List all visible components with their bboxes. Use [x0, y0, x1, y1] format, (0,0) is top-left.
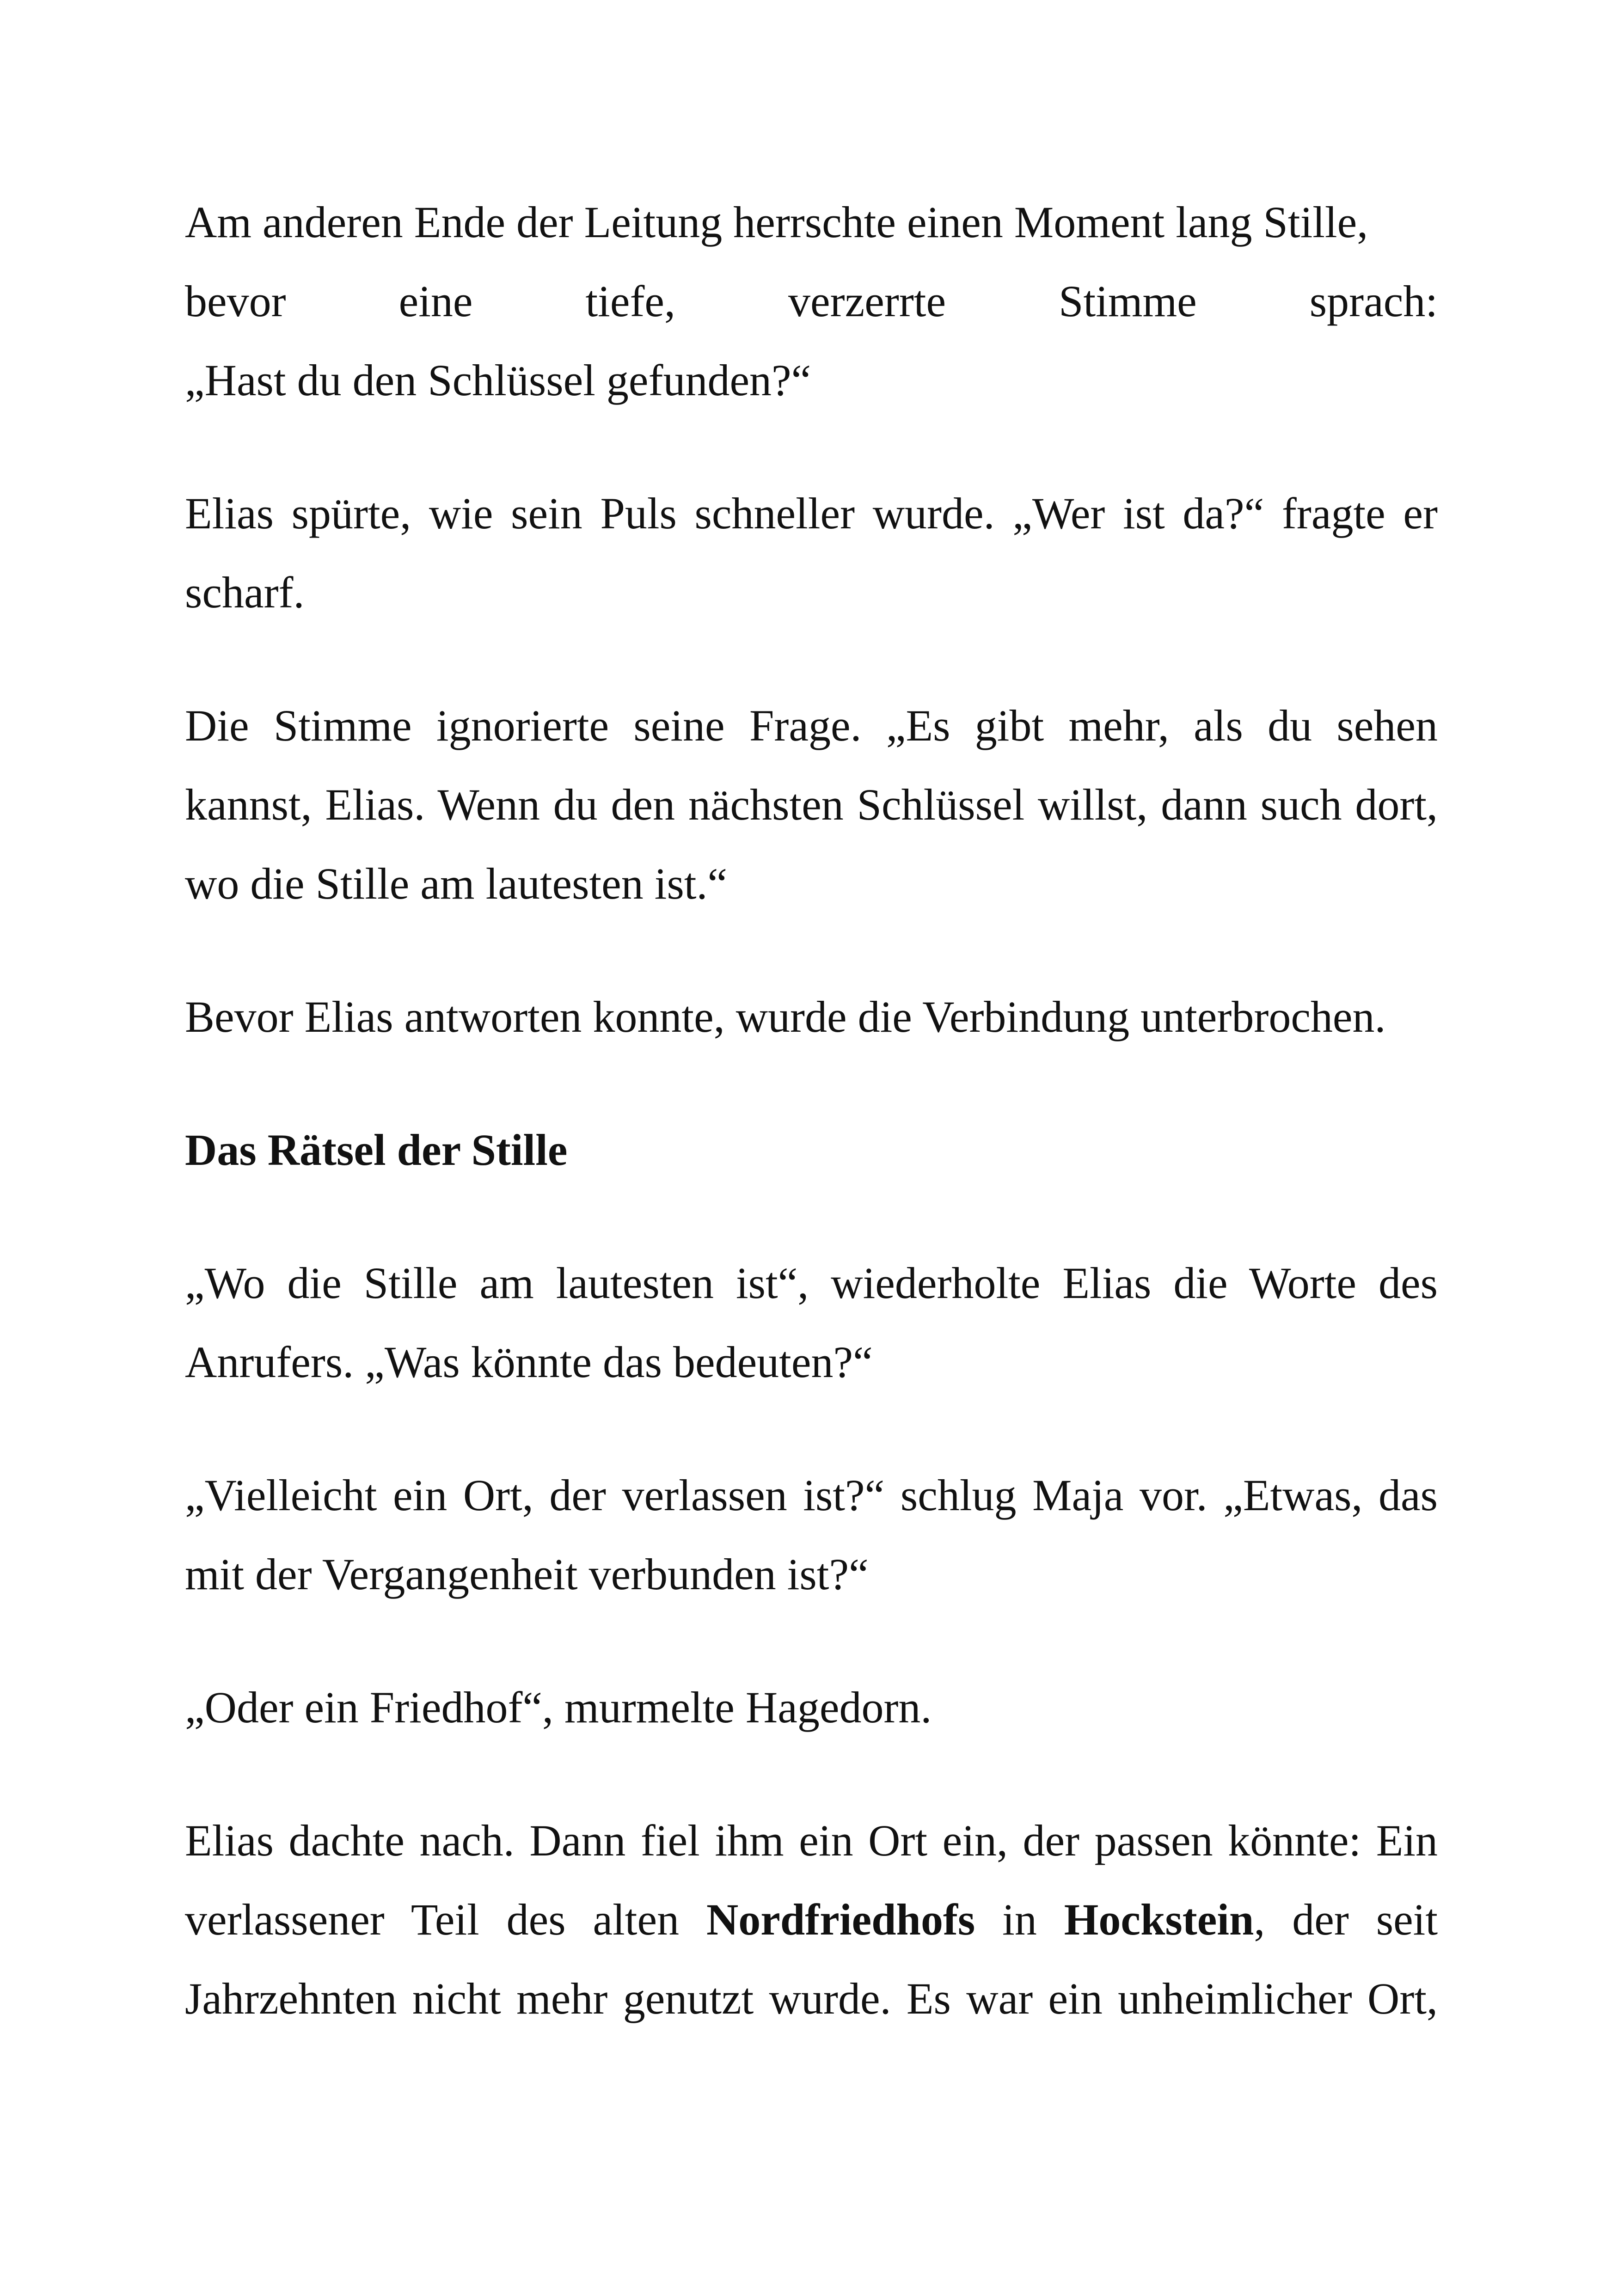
paragraph-voice-ignores: Die Stimme ignorierte seine Frage. „Es gibt mehr, als du sehen kannst, Elias. Wenn du den nächsten Schlüssel willst, dann such dort, wo die Stille am lautesten ist.“ — [185, 701, 1438, 908]
paragraph-hagedorn: „Oder ein Friedhof“, murmelte Hagedorn. — [185, 1683, 932, 1732]
paragraph-phone-call — [185, 183, 1438, 420]
paragraph-connection-cut: Bevor Elias antworten konnte, wurde die Verbindung unterbrochen. — [185, 992, 1386, 1041]
paragraph-elias-pulse: Elias spürte, wie sein Puls schneller wurde. „Wer ist da?“ fragte er scharf. — [185, 489, 1438, 617]
document-page — [185, 183, 1438, 2092]
paragraph-repeated-words: „Wo die Stille am lautesten ist“, wiederholte Elias die Worte des Anrufers. „Was könnte das bedeuten?“ — [185, 1258, 1438, 1387]
paragraph-maja-suggestion: „Vielleicht ein Ort, der verlassen ist?“ schlug Maja vor. „Etwas, das mit der Vergangenheit verbunden ist?“ — [185, 1470, 1438, 1599]
paragraph-line: Am anderen Ende der Leitung herrschte einen Moment lang Stille, — [185, 197, 1368, 247]
paragraph-line-justified: bevor eine tiefe, verzerrte Stimme sprach: — [185, 276, 1438, 326]
place-name-bold: Hockstein — [1064, 1895, 1254, 1944]
text-run: , der seit Jahrzehnten nicht mehr genutzt wurde. Es war ein unheimlicher Ort, — [185, 1895, 1438, 2023]
place-name-bold: Nordfriedhofs — [706, 1895, 975, 1944]
section-heading: Das Rätsel der Stille — [185, 1125, 568, 1175]
paragraph-line: „Hast du den Schlüssel gefunden?“ — [185, 355, 811, 405]
paragraph-cemetery — [185, 1801, 1438, 2038]
text-run: Elias dachte nach. Dann fiel ihm ein Ort ein, der passen könnte: Ein verlassener Teil des alten — [185, 1816, 1438, 1944]
text-run: in — [975, 1895, 1064, 1944]
